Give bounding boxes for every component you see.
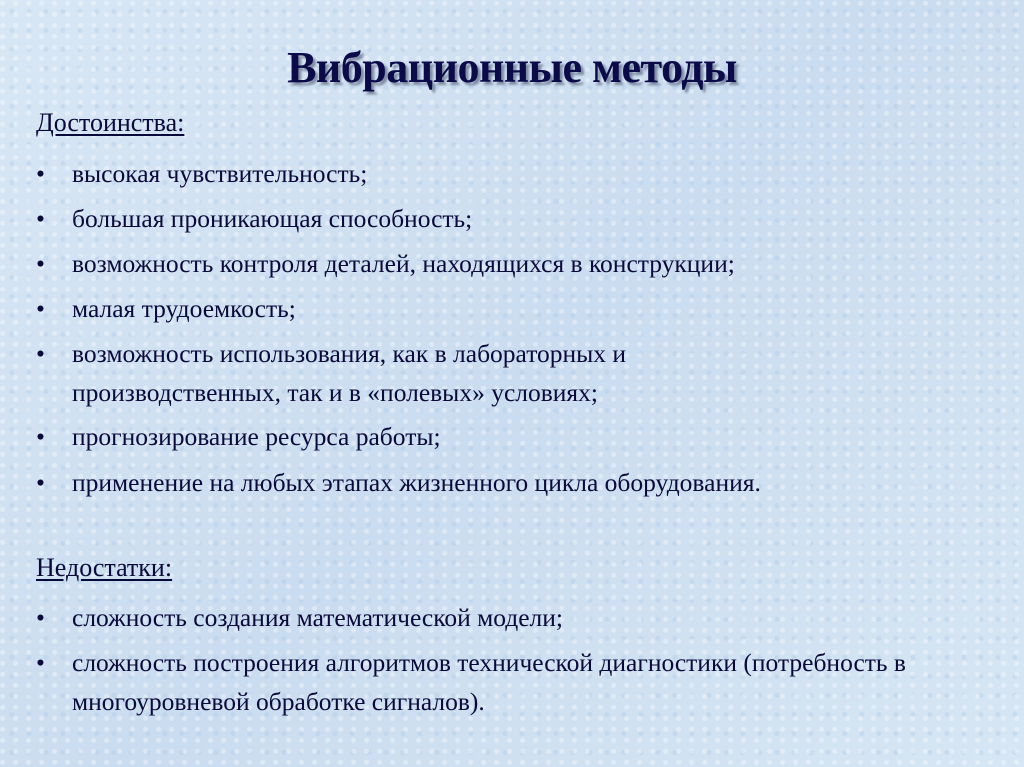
list-item: • возможность контроля деталей, находящихся в конструкции; — [36, 244, 986, 283]
bullet-icon: • — [36, 603, 45, 632]
list-item: • прогнозирование ресурса работы; — [36, 417, 986, 456]
bullet-icon: • — [36, 294, 45, 323]
slide-title: Вибрационные методы — [287, 43, 737, 92]
list-item: • малая трудоемкость; — [36, 289, 986, 328]
list-item: • высокая чувствительность; — [36, 154, 936, 193]
list-item: • большая проникающая способность; — [36, 199, 986, 238]
list-item: • сложность создания математической модели; — [36, 598, 986, 637]
bullet-icon: • — [36, 422, 45, 451]
bullet-icon: • — [36, 648, 45, 677]
bullet-icon: • — [36, 204, 45, 233]
bullet-icon: • — [36, 468, 45, 497]
list-item: • применение на любых этапах жизненного цикла оборудования. — [36, 463, 986, 502]
bullet-icon: • — [36, 159, 45, 188]
bullet-icon: • — [36, 339, 45, 368]
bullet-icon: • — [36, 249, 45, 278]
list-item: • возможность использования, как в лабораторных и производственных, так и в «полевых» условиях; — [36, 334, 796, 412]
list-item: • сложность построения алгоритмов технической диагностики (потребность в многоуровневой обработке сигналов). — [36, 643, 916, 721]
disadvantages-heading: Недостатки: — [36, 553, 173, 582]
advantages-heading: Достоинства: — [36, 108, 185, 137]
